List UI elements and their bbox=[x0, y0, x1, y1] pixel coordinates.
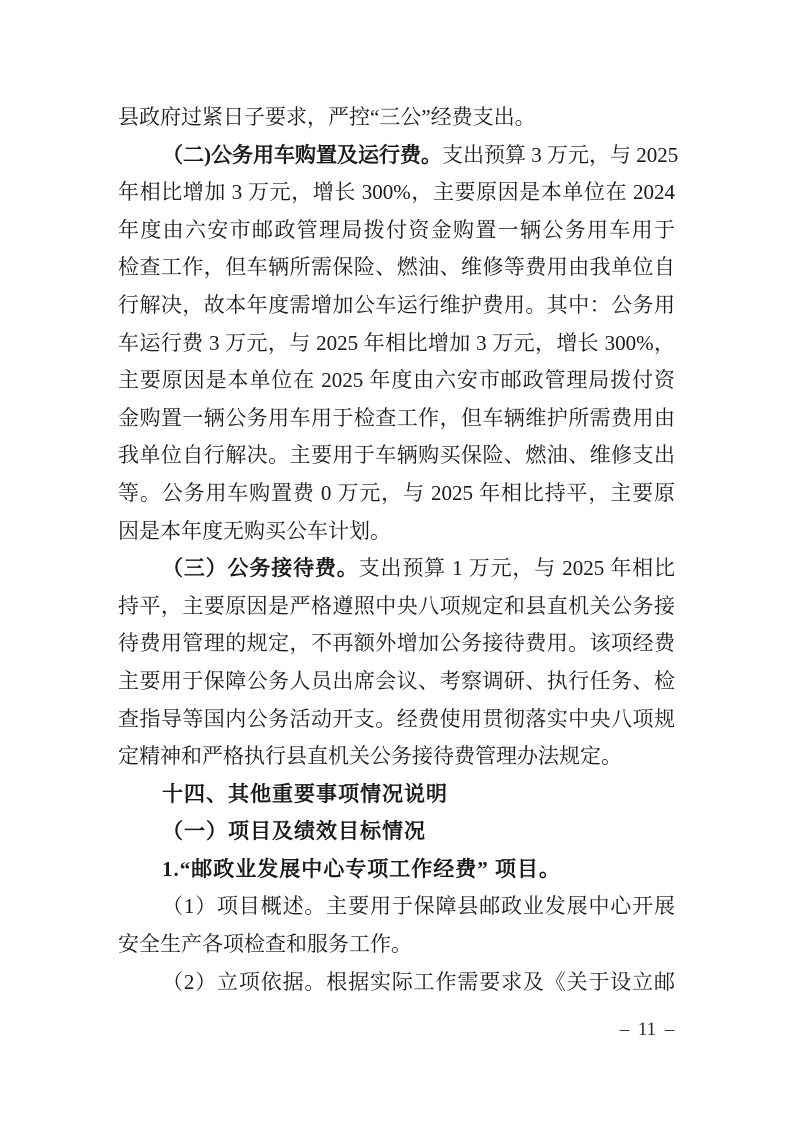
line-text: 年相比增加 3 万元，增长 300%，主要原因是本单位在 2024 bbox=[118, 180, 675, 205]
line-text: 支出预算 3 万元，与 2025 bbox=[442, 142, 679, 167]
text-line bbox=[118, 625, 675, 663]
document-body bbox=[118, 99, 679, 1001]
text-line bbox=[118, 437, 675, 475]
line-text: 年度由六安市邮政管理局拨付资金购置一辆公务用车用于 bbox=[118, 217, 675, 242]
line-text: 1.“邮政业发展中心专项工作经费” 项目。 bbox=[162, 856, 561, 881]
text-line bbox=[118, 663, 675, 701]
text-line bbox=[118, 964, 675, 1002]
paragraph-lead: （三）公务接待费。 bbox=[162, 556, 359, 581]
text-line bbox=[118, 137, 679, 175]
text-line bbox=[118, 588, 675, 626]
line-text: 金购置一辆公务用车用于检查工作，但车辆维护所需费用由 bbox=[118, 405, 675, 430]
text-line bbox=[118, 701, 675, 739]
line-text: 定精神和严格执行县直机关公务接待费管理办法规定。 bbox=[118, 744, 622, 769]
page-number: – 11 – bbox=[619, 1019, 675, 1040]
line-text: 持平，主要原因是严格遵照中央八项规定和县直机关公务接 bbox=[118, 593, 675, 618]
text-line bbox=[118, 362, 675, 400]
line-text: 车运行费 3 万元，与 2025 年相比增加 3 万元，增长 300%， bbox=[118, 330, 675, 355]
text-line bbox=[118, 550, 675, 588]
line-text: 支出预算 1 万元，与 2025 年相比 bbox=[358, 556, 676, 581]
text-line bbox=[118, 738, 675, 776]
line-text: 主要原因是本单位在 2025 年度由六安市邮政管理局拨付资 bbox=[118, 368, 675, 393]
text-line bbox=[118, 513, 675, 551]
line-text: 安全生产各项检查和服务工作。 bbox=[118, 932, 412, 957]
line-text: 待费用管理的规定，不再额外增加公务接待费用。该项经费 bbox=[118, 631, 675, 656]
line-text: 行解决，故本年度需增加公车运行维护费用。其中：公务用 bbox=[118, 292, 675, 317]
line-text: 因是本年度无购买公车计划。 bbox=[118, 518, 391, 543]
text-line bbox=[118, 813, 675, 851]
text-line bbox=[118, 287, 675, 325]
text-line bbox=[118, 776, 675, 814]
line-text: 主要用于保障公务人员出席会议、考察调研、执行任务、检 bbox=[118, 668, 675, 693]
line-text: 我单位自行解决。主要用于车辆购买保险、燃油、维修支出 bbox=[118, 443, 675, 468]
line-text: （1）项目概述。主要用于保障县邮政业发展中心开展 bbox=[162, 894, 675, 919]
line-text: （2）立项依据。根据实际工作需要求及《关于设立邮 bbox=[162, 969, 675, 994]
line-text: 县政府过紧日子要求，严控“三公”经费支出。 bbox=[118, 105, 536, 129]
line-text: 查指导等国内公务活动开支。经费使用贯彻落实中央八项规 bbox=[118, 706, 675, 731]
text-line bbox=[118, 400, 675, 438]
text-line bbox=[118, 99, 675, 137]
line-text: 等。公务用车购置费 0 万元，与 2025 年相比持平，主要原 bbox=[118, 480, 675, 505]
paragraph-lead: （二)公务用车购置及运行费。 bbox=[162, 142, 442, 167]
text-line bbox=[118, 249, 675, 287]
text-line bbox=[118, 888, 675, 926]
text-line bbox=[118, 212, 675, 250]
text-line bbox=[118, 926, 675, 964]
line-text: （一）项目及绩效目标情况 bbox=[162, 819, 426, 844]
text-line bbox=[118, 174, 675, 212]
line-text: 检查工作，但车辆所需保险、燃油、维修等费用由我单位自 bbox=[118, 255, 675, 280]
text-line bbox=[118, 475, 675, 513]
line-text: 十四、其他重要事项情况说明 bbox=[162, 782, 448, 806]
text-line bbox=[118, 325, 675, 363]
text-line bbox=[118, 851, 675, 889]
